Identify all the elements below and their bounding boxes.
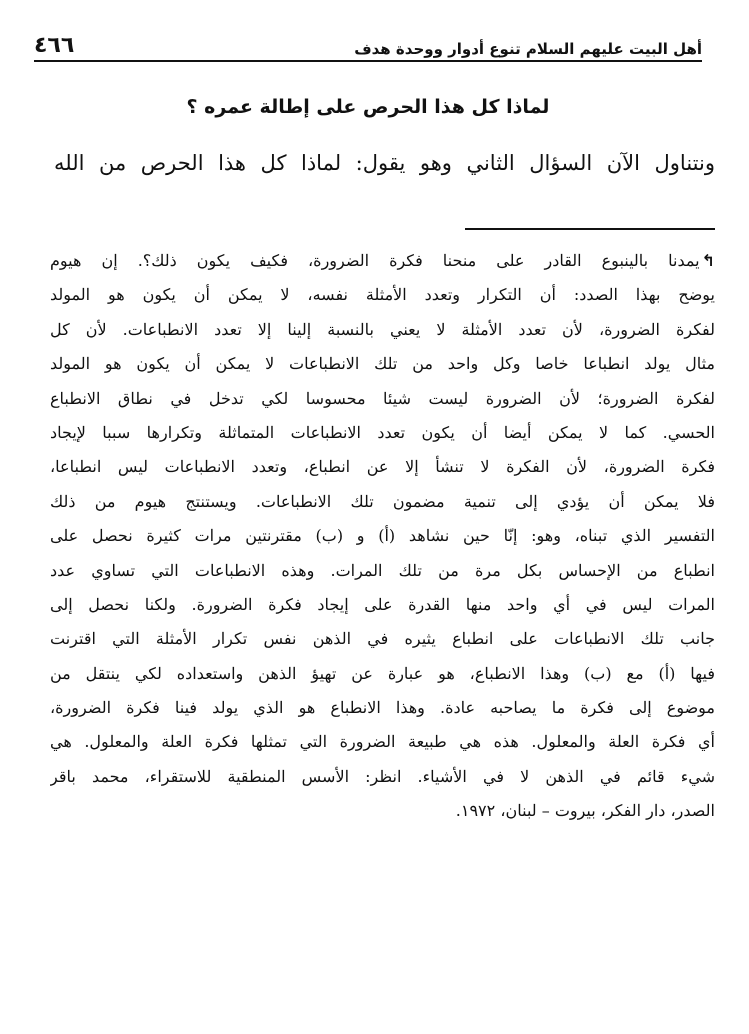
running-header (34, 32, 702, 62)
footnote-line: فكرة الضرورة، لأن الفكرة لا تنشأ إلا عن انطباع، وتعدد الانطباعات ليس انطباعا، (50, 457, 715, 477)
footnote-line: موضوع إلى فكرة ما يصاحبه عادة. وهذا الانطباع هو الذي يولد فينا فكرة الضرورة، (50, 698, 715, 718)
header-title: أهل البيت عليهم السلام تنوع أدوار ووحدة هدف (354, 40, 702, 58)
section-heading: لماذا كل هذا الحرص على إطالة عمره ؟ (186, 96, 550, 118)
footnote-line: يوضح بهذا الصدد: أن التكرار وتعدد الأمثلة نفسه، لا يمكن أن يكون هو المولد (50, 285, 715, 305)
footnote-line: شيء قائم في الذهن لا في الأشياء. انظر: الأسس المنطقية للاستقراء، محمد باقر (50, 766, 715, 786)
footnote-line: الصدر، دار الفكر، بيروت – لبنان، ١٩٧٢. (455, 801, 715, 821)
footnote-line: فيها (أ) مع (ب) وهذا الانطباع، هو عبارة عن تهيؤ الذهن واستعداده لكي ينتقل من (50, 663, 715, 683)
body-text-line: ونتناول الآن السؤال الثاني وهو يقول: لماذا كل هذا الحرص من الله (54, 151, 715, 175)
footnote-line: لفكرة الضرورة؛ لأن الضرورة ليست شيئا محسوسا لكي تدخل في نطاق الانطباع (50, 388, 715, 408)
footnote-line: انطباع من الإحساس بكل مرة من تلك المرات. وهذه الانطباعات التي تساوي عدد (50, 560, 715, 580)
footnote-line: لفكرة الضرورة، لأن تعدد الأمثلة لا يعني بالنسبة إلينا إلا تعدد الانطباعات. لأن كل (50, 319, 715, 339)
footnote-line: أي فكرة العلة والمعلول. هذه هي طبيعة الضرورة التي تمثلها فكرة العلة والمعلول. هي (50, 732, 715, 752)
footnote (50, 244, 715, 829)
footnote-line: المرات ليس في أي واحد منها القدرة على إيجاد فكرة الضرورة. ولكنا نحصل إلى (50, 594, 715, 614)
footnote-line: التفسير الذي تبناه، وهو: إنّا حين نشاهد (أ) و (ب) مقترنتين مرات كثيرة نحصل على (50, 526, 715, 546)
footnote-line: جانب تلك الانطباعات على انطباع يثيره في الذهن نفس تكرار الأمثلة التي اقترنت (50, 629, 715, 649)
footnote-line-text: يمدنا بالينبوع القادر على منحنا فكرة الضرورة، فكيف يكون ذلك؟. إن هيوم (50, 251, 700, 270)
footnote-line: الحسي. كما لا يمكن أيضا أن يكون تعدد الانطباعات المتماثلة وتكرارها سببا لإيجاد (50, 422, 715, 442)
continuation-marker-icon: ↰ (701, 251, 715, 270)
footnote-line: فلا يمكن أن يؤدي إلى تنمية مضمون تلك الانطباعات. ويستنتج هيوم من ذلك (50, 491, 715, 511)
footnote-line: مثال يولد انطباعا خاصا وكل واحد من تلك الانطباعات لا يمكن أن يكون هو المولد (50, 354, 715, 374)
footnote-divider (465, 228, 715, 230)
footnote-line (50, 244, 715, 278)
page-number: ٤٦٦ (34, 33, 75, 58)
